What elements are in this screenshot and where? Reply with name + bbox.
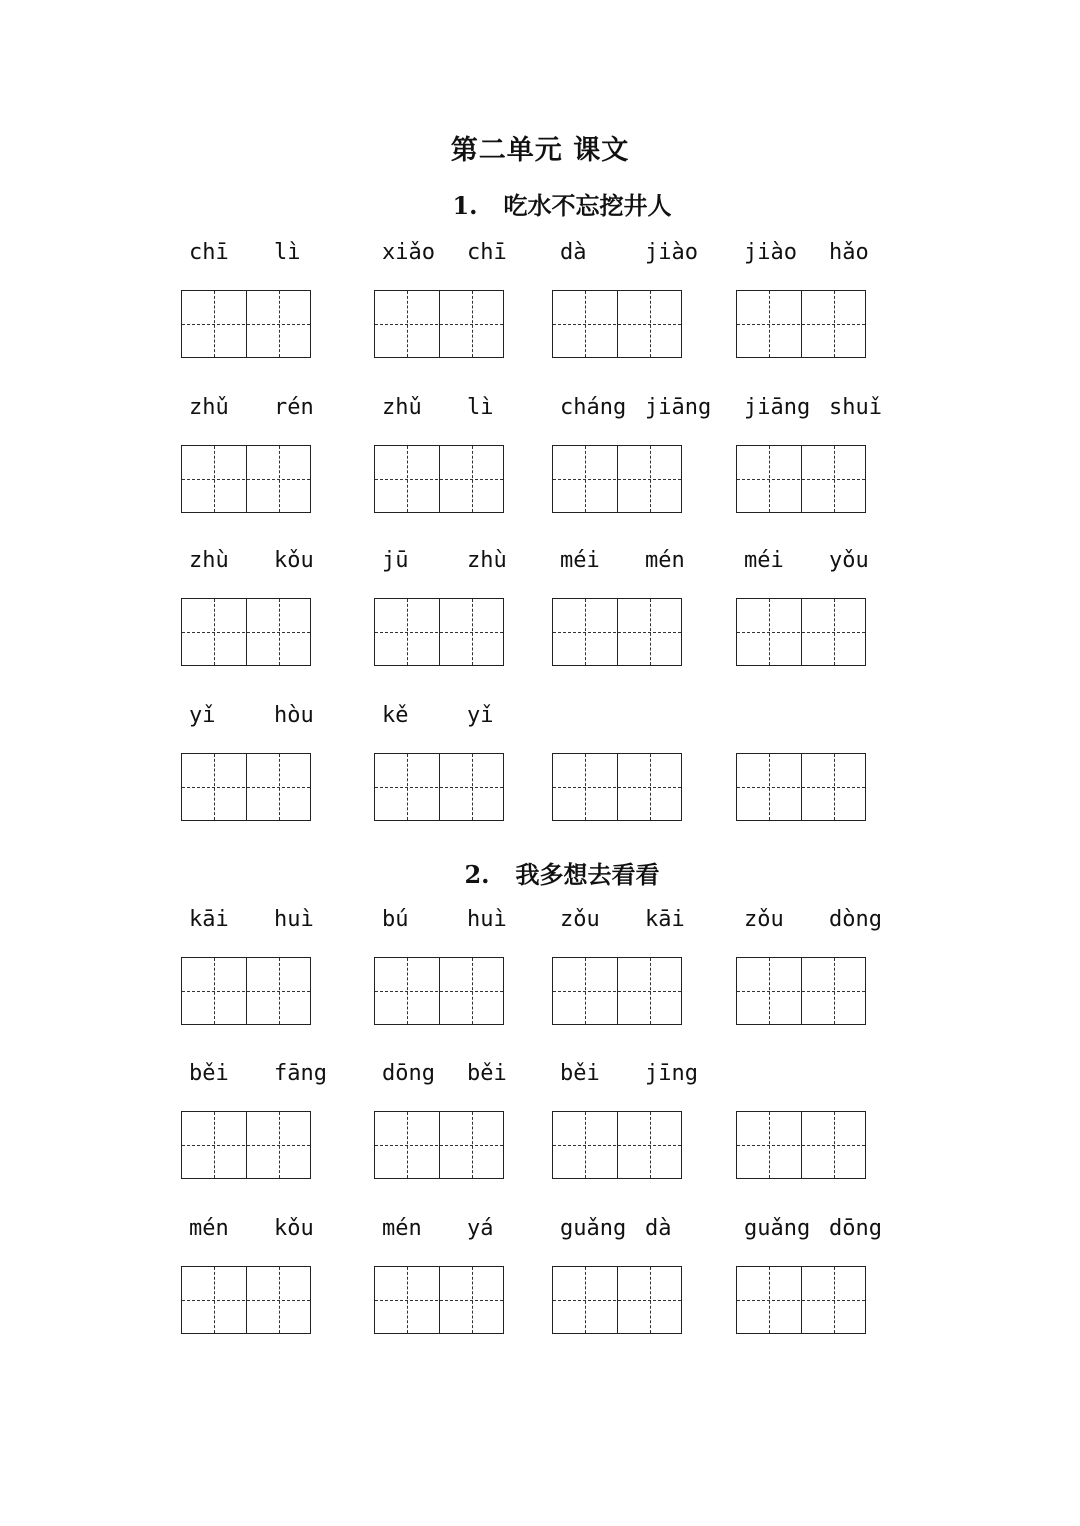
lesson-1-heading [0, 186, 1080, 221]
pinyin [552, 1061, 698, 1091]
pinyin-syllable: cháng [560, 395, 627, 420]
pinyin-syllable: fāng [274, 1061, 327, 1086]
tianzige-writing-box[interactable] [181, 753, 311, 821]
tianzige-writing-box[interactable] [552, 1266, 682, 1334]
pinyin [736, 907, 882, 937]
grid-guide-line [650, 446, 651, 512]
grid-guide-line [737, 479, 865, 480]
pinyin [552, 1216, 684, 1246]
grid-guide-line [407, 599, 408, 665]
pinyin [552, 703, 684, 733]
tianzige-writing-box[interactable] [552, 290, 682, 358]
grid-guide-line [585, 754, 586, 820]
pinyin-syllable: běi [560, 1061, 600, 1086]
grid-guide-line [650, 291, 651, 357]
grid-guide-line [585, 599, 586, 665]
grid-guide-line [214, 754, 215, 820]
grid-guide-line [472, 1267, 473, 1333]
pinyin-syllable: běi [467, 1061, 507, 1086]
grid-guide-line [769, 599, 770, 665]
tianzige-writing-box[interactable] [181, 445, 311, 513]
lesson-2-name: 我多想去看看 [515, 861, 660, 889]
grid-guide-line [834, 446, 835, 512]
grid-guide-line [375, 324, 503, 325]
pinyin [552, 240, 698, 270]
tianzige-writing-box[interactable] [552, 1111, 682, 1179]
grid-guide-line [279, 1267, 280, 1333]
grid-guide-line [407, 291, 408, 357]
pinyin [736, 395, 882, 425]
lesson-1-number: 1. [452, 191, 478, 220]
pinyin-syllable: mén [645, 548, 685, 573]
grid-guide-line [553, 1145, 681, 1146]
grid-guide-line [407, 754, 408, 820]
grid-guide-line [214, 446, 215, 512]
pinyin-syllable: zǒu [560, 907, 600, 932]
grid-guide-line [553, 324, 681, 325]
grid-guide-line [737, 324, 865, 325]
grid-guide-line [650, 599, 651, 665]
pinyin-syllable: dōng [382, 1061, 435, 1086]
pinyin-syllable: yǐ [467, 703, 494, 728]
pinyin-syllable: jū [382, 548, 409, 573]
grid-guide-line [737, 991, 865, 992]
pinyin [181, 1216, 313, 1246]
pinyin [181, 1061, 327, 1091]
tianzige-writing-box[interactable] [181, 1266, 311, 1334]
tianzige-writing-box[interactable] [374, 957, 504, 1025]
pinyin-syllable: zǒu [744, 907, 784, 932]
grid-guide-line [472, 446, 473, 512]
pinyin [736, 1216, 882, 1246]
pinyin [374, 395, 506, 425]
pinyin-syllable: hǎo [829, 240, 869, 265]
pinyin [374, 1061, 506, 1091]
grid-guide-line [650, 1112, 651, 1178]
grid-guide-line [737, 1300, 865, 1301]
pinyin [181, 395, 313, 425]
grid-guide-line [585, 958, 586, 1024]
grid-guide-line [737, 787, 865, 788]
pinyin [374, 703, 506, 733]
pinyin-syllable: chī [467, 240, 507, 265]
pinyin-syllable: chī [189, 240, 229, 265]
grid-guide-line [650, 1267, 651, 1333]
pinyin-syllable: zhǔ [189, 395, 229, 420]
tianzige-writing-box[interactable] [736, 753, 866, 821]
grid-guide-line [769, 291, 770, 357]
pinyin-syllable: kǒu [274, 548, 314, 573]
pinyin-syllable: jiāng [645, 395, 712, 420]
pinyin [736, 703, 868, 733]
tianzige-writing-box[interactable] [181, 957, 311, 1025]
grid-guide-line [834, 958, 835, 1024]
pinyin-syllable: kě [382, 703, 409, 728]
grid-guide-line [472, 754, 473, 820]
lesson-2-number: 2. [464, 860, 490, 889]
grid-guide-line [407, 1267, 408, 1333]
pinyin-syllable: běi [189, 1061, 229, 1086]
grid-guide-line [553, 991, 681, 992]
pinyin-syllable: kǒu [274, 1216, 314, 1241]
pinyin-syllable: méi [744, 548, 784, 573]
pinyin-syllable: lì [274, 240, 301, 265]
pinyin [552, 548, 684, 578]
grid-guide-line [407, 958, 408, 1024]
lesson-2-heading [0, 855, 1080, 890]
grid-guide-line [769, 1112, 770, 1178]
tianzige-writing-box[interactable] [374, 290, 504, 358]
tianzige-writing-box[interactable] [736, 445, 866, 513]
grid-guide-line [585, 1112, 586, 1178]
grid-guide-line [650, 958, 651, 1024]
grid-guide-line [407, 446, 408, 512]
pinyin [374, 548, 506, 578]
grid-guide-line [375, 479, 503, 480]
grid-guide-line [182, 1300, 310, 1301]
pinyin-syllable: dà [560, 240, 587, 265]
grid-guide-line [214, 599, 215, 665]
grid-guide-line [375, 991, 503, 992]
lesson-1-name: 吃水不忘挖井人 [503, 192, 672, 220]
tianzige-writing-box[interactable] [552, 445, 682, 513]
grid-guide-line [834, 599, 835, 665]
pinyin-syllable: mén [382, 1216, 422, 1241]
grid-guide-line [472, 1112, 473, 1178]
page-title: 第二单元 课文 [450, 135, 630, 166]
tianzige-writing-box[interactable] [374, 445, 504, 513]
grid-guide-line [375, 632, 503, 633]
tianzige-writing-box[interactable] [552, 957, 682, 1025]
grid-guide-line [279, 1112, 280, 1178]
grid-guide-line [585, 1267, 586, 1333]
pinyin-syllable: jiāng [744, 395, 811, 420]
pinyin [736, 1061, 868, 1091]
grid-guide-line [214, 1267, 215, 1333]
pinyin-syllable: lì [467, 395, 494, 420]
pinyin-syllable: mén [189, 1216, 229, 1241]
grid-guide-line [279, 599, 280, 665]
pinyin-syllable: zhù [189, 548, 229, 573]
pinyin-syllable: jīng [645, 1061, 698, 1086]
pinyin-syllable: zhù [467, 548, 507, 573]
grid-guide-line [472, 599, 473, 665]
tianzige-writing-box[interactable] [181, 290, 311, 358]
grid-guide-line [769, 446, 770, 512]
pinyin-syllable: zhǔ [382, 395, 422, 420]
grid-guide-line [182, 991, 310, 992]
tianzige-writing-box[interactable] [552, 598, 682, 666]
grid-guide-line [650, 754, 651, 820]
grid-guide-line [585, 446, 586, 512]
pinyin-syllable: yǐ [189, 703, 216, 728]
grid-guide-line [472, 291, 473, 357]
grid-guide-line [279, 291, 280, 357]
pinyin [552, 907, 684, 937]
grid-guide-line [553, 479, 681, 480]
grid-guide-line [834, 1267, 835, 1333]
tianzige-writing-box[interactable] [736, 1111, 866, 1179]
pinyin [736, 240, 868, 270]
pinyin-syllable: jiào [744, 240, 797, 265]
grid-guide-line [375, 787, 503, 788]
tianzige-writing-box[interactable] [736, 290, 866, 358]
pinyin [181, 907, 313, 937]
pinyin-syllable: hòu [274, 703, 314, 728]
pinyin [552, 395, 712, 425]
tianzige-writing-box[interactable] [736, 957, 866, 1025]
pinyin-syllable: yǒu [829, 548, 869, 573]
grid-guide-line [472, 958, 473, 1024]
grid-guide-line [182, 787, 310, 788]
pinyin-syllable: kāi [189, 907, 229, 932]
pinyin-syllable: bú [382, 907, 409, 932]
grid-guide-line [769, 754, 770, 820]
grid-guide-line [279, 754, 280, 820]
pinyin-syllable: kāi [645, 907, 685, 932]
pinyin-syllable: huì [274, 907, 314, 932]
pinyin-syllable: xiǎo [382, 240, 435, 265]
grid-guide-line [737, 632, 865, 633]
grid-guide-line [182, 324, 310, 325]
pinyin-syllable: rén [274, 395, 314, 420]
grid-guide-line [834, 1112, 835, 1178]
pinyin-syllable: dà [645, 1216, 672, 1241]
grid-guide-line [553, 787, 681, 788]
pinyin [181, 240, 313, 270]
grid-guide-line [279, 958, 280, 1024]
grid-guide-line [585, 291, 586, 357]
grid-guide-line [279, 446, 280, 512]
grid-guide-line [834, 291, 835, 357]
grid-guide-line [407, 1112, 408, 1178]
grid-guide-line [214, 1112, 215, 1178]
tianzige-writing-box[interactable] [736, 1266, 866, 1334]
pinyin-syllable: dōng [829, 1216, 882, 1241]
pinyin [181, 703, 313, 733]
pinyin-syllable: dòng [829, 907, 882, 932]
tianzige-writing-box[interactable] [374, 598, 504, 666]
grid-guide-line [553, 632, 681, 633]
tianzige-writing-box[interactable] [374, 1266, 504, 1334]
pinyin [374, 907, 506, 937]
grid-guide-line [214, 958, 215, 1024]
tianzige-writing-box[interactable] [374, 1111, 504, 1179]
pinyin-syllable: shuǐ [829, 395, 882, 420]
tianzige-writing-box[interactable] [181, 1111, 311, 1179]
grid-guide-line [737, 1145, 865, 1146]
tianzige-writing-box[interactable] [552, 753, 682, 821]
grid-guide-line [182, 479, 310, 480]
grid-guide-line [553, 1300, 681, 1301]
grid-guide-line [834, 754, 835, 820]
grid-guide-line [214, 291, 215, 357]
pinyin [181, 548, 313, 578]
pinyin [374, 1216, 506, 1246]
pinyin [736, 548, 868, 578]
tianzige-writing-box[interactable] [181, 598, 311, 666]
grid-guide-line [769, 958, 770, 1024]
pinyin [374, 240, 506, 270]
grid-guide-line [375, 1145, 503, 1146]
grid-guide-line [182, 632, 310, 633]
grid-guide-line [769, 1267, 770, 1333]
tianzige-writing-box[interactable] [736, 598, 866, 666]
pinyin-syllable: guǎng [560, 1216, 627, 1241]
grid-guide-line [375, 1300, 503, 1301]
pinyin-syllable: méi [560, 548, 600, 573]
pinyin-syllable: yá [467, 1216, 494, 1241]
pinyin-syllable: huì [467, 907, 507, 932]
grid-guide-line [182, 1145, 310, 1146]
pinyin-syllable: jiào [645, 240, 698, 265]
pinyin-syllable: guǎng [744, 1216, 811, 1241]
tianzige-writing-box[interactable] [374, 753, 504, 821]
